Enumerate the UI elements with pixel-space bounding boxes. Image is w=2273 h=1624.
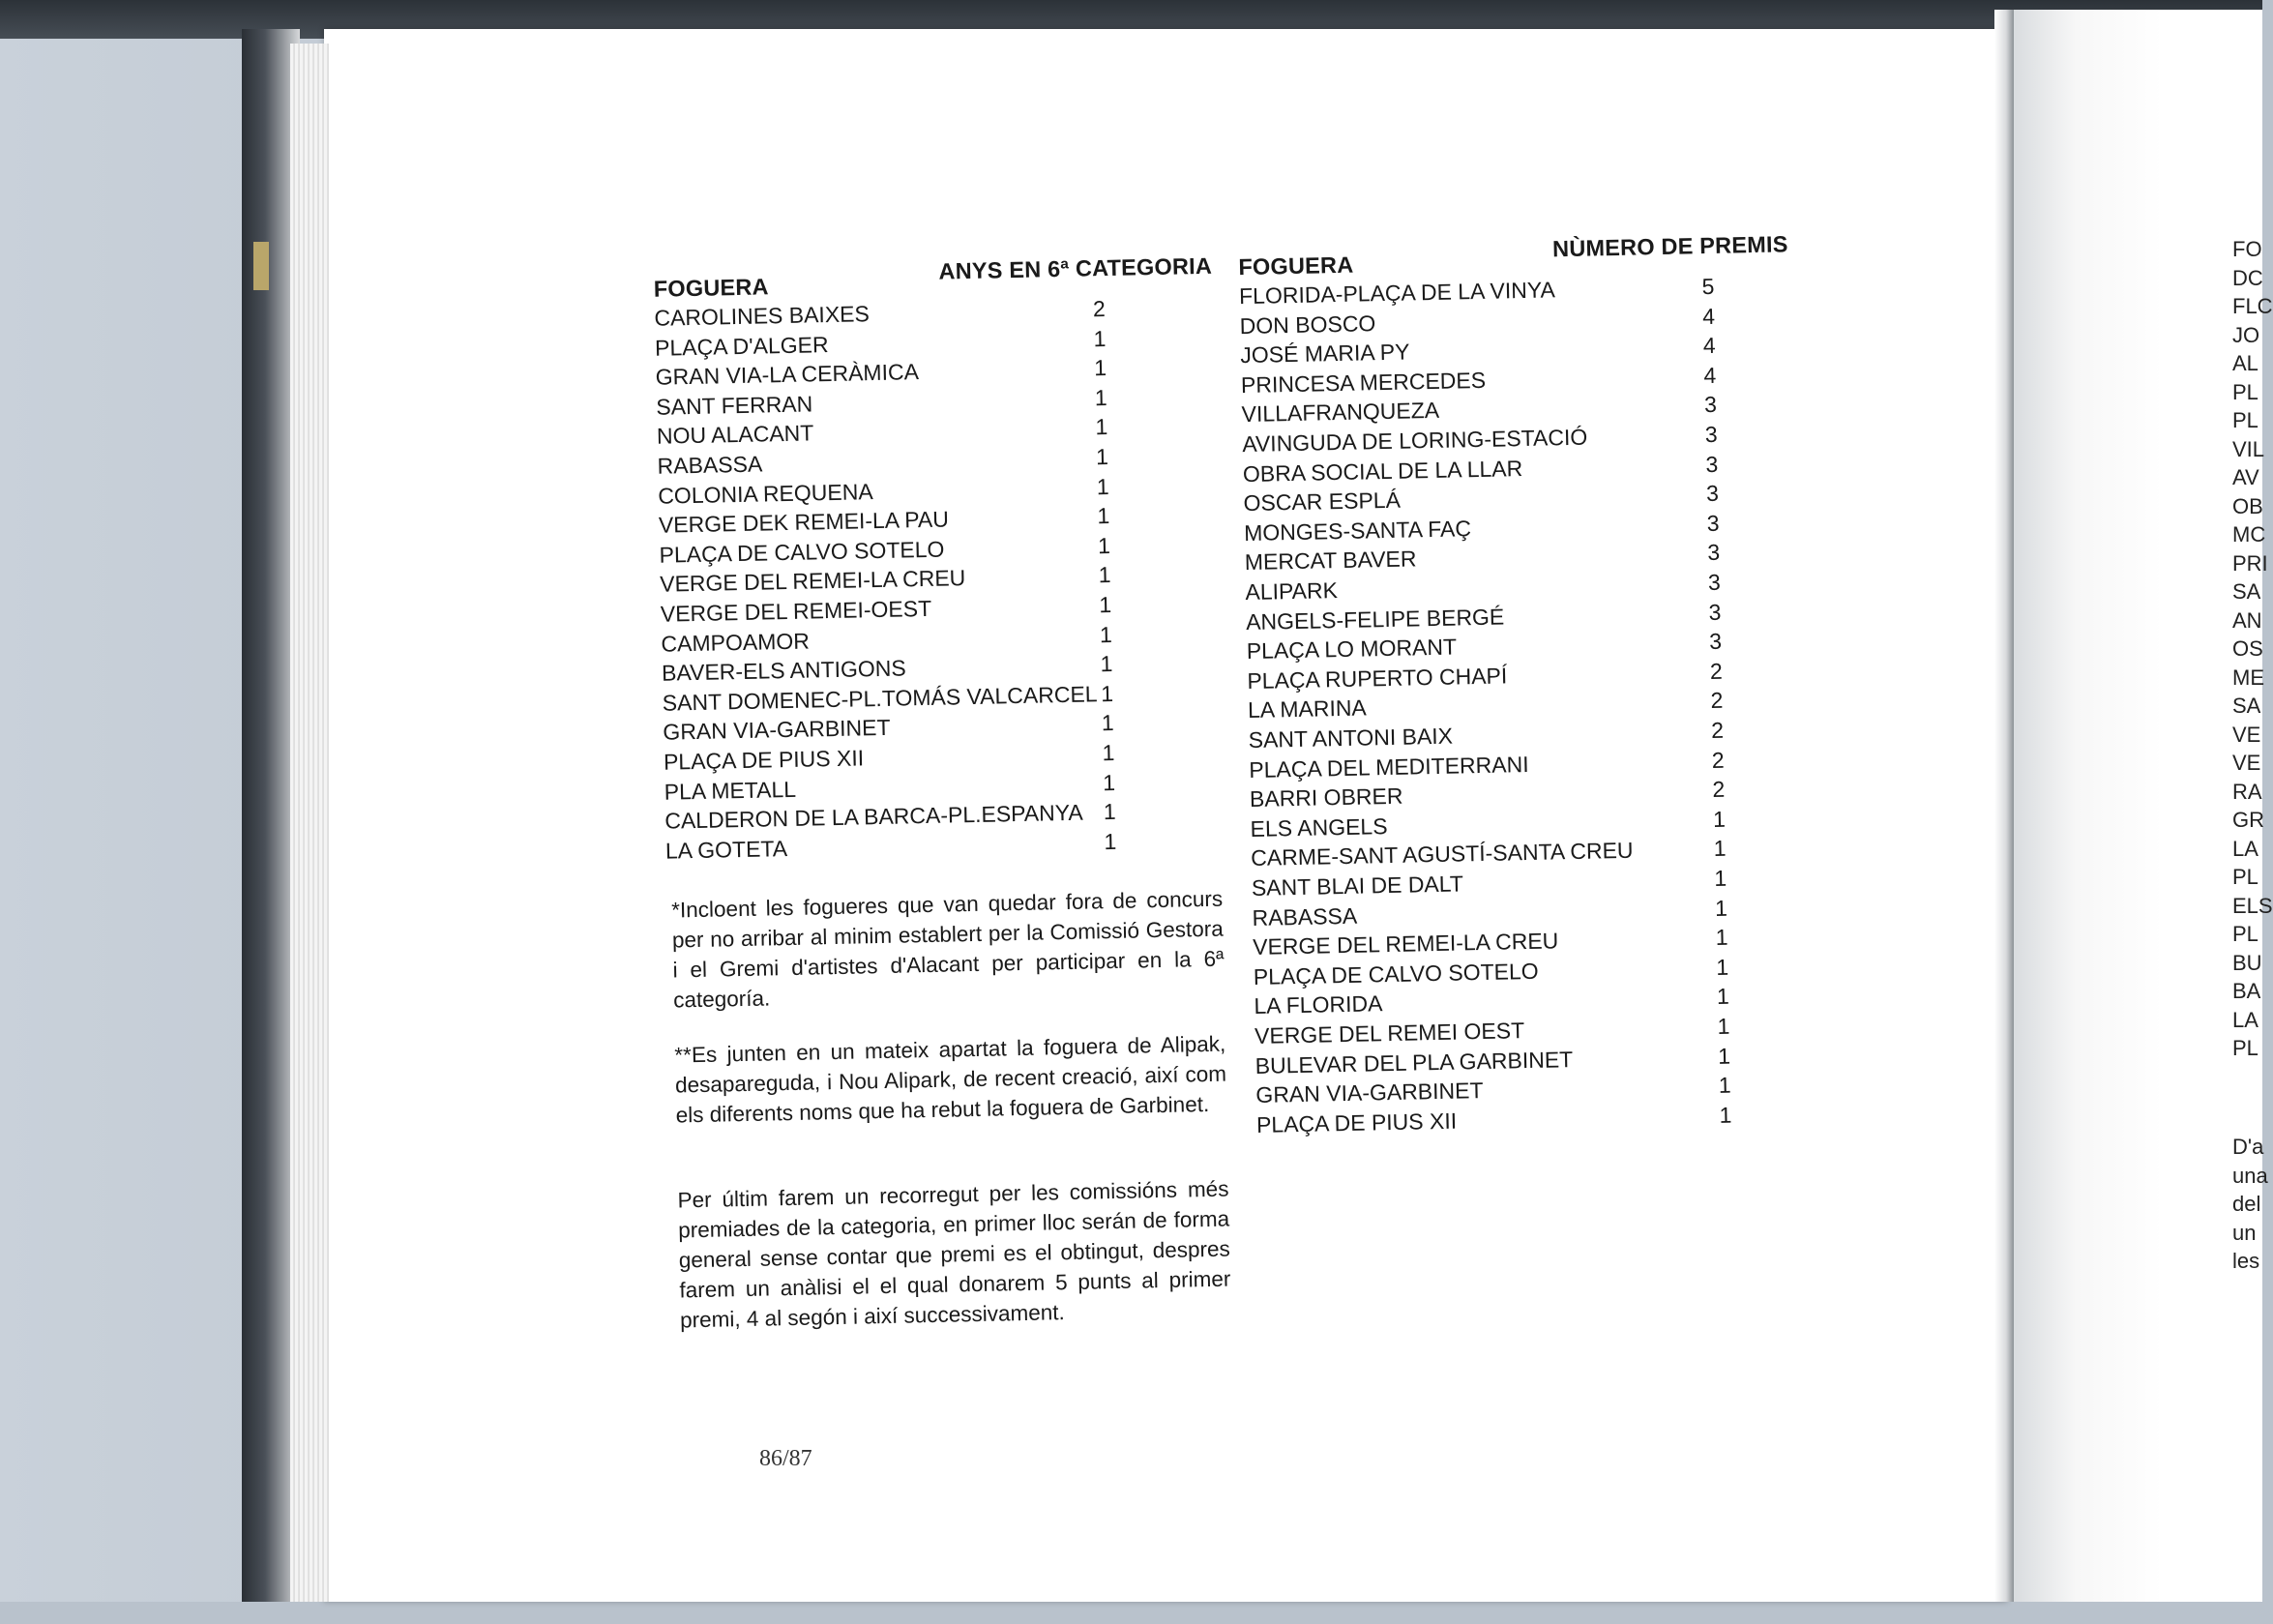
right-table-row-name: VERGE DEL REMEI OEST bbox=[1254, 1018, 1525, 1048]
right-table-row-name: OSCAR ESPLÁ bbox=[1243, 487, 1402, 517]
left-table-row-value: 2 bbox=[1092, 296, 1106, 322]
right-table-row-name: VILLAFRANQUEZA bbox=[1241, 398, 1440, 428]
right-table-row-name: CARME-SANT AGUSTÍ-SANTA CREU bbox=[1250, 838, 1634, 871]
right-table-row-name: VERGE DEL REMEI-LA CREU bbox=[1252, 928, 1559, 960]
left-table-row-name: GRAN VIA-LA CERÀMICA bbox=[655, 359, 920, 390]
right-table-row-name: ANGELS-FELIPE BERGÉ bbox=[1245, 604, 1505, 635]
left-table-row-value: 1 bbox=[1099, 591, 1112, 618]
left-table-row-value: 1 bbox=[1093, 355, 1107, 381]
right-table-row-value: 1 bbox=[1717, 1013, 1730, 1039]
bookmark-ribbon bbox=[253, 242, 269, 290]
right-table-row-value: 5 bbox=[1701, 273, 1715, 300]
left-table-header-years: ANYS EN 6ª CATEGORIA bbox=[938, 252, 1213, 284]
next-page-fragment: PL bbox=[2232, 922, 2258, 946]
right-table-row-value: 2 bbox=[1712, 776, 1726, 803]
next-page-fragment: una bbox=[2232, 1163, 2268, 1188]
next-page-fragment: SA bbox=[2232, 694, 2261, 718]
next-page-fragment: FO bbox=[2232, 237, 2262, 261]
next-page-fragment: VE bbox=[2232, 751, 2261, 775]
right-table-row-name: PLAÇA DE PIUS XII bbox=[1255, 1107, 1458, 1137]
left-table-row-value: 1 bbox=[1097, 503, 1110, 529]
left-table-row-name: VERGE DEL REMEI-LA CREU bbox=[659, 565, 966, 598]
right-table-row-name: SANT ANTONI BAIX bbox=[1248, 723, 1454, 753]
next-page-fragment: PRI bbox=[2232, 550, 2268, 576]
next-page-fragment: MC bbox=[2232, 522, 2266, 546]
right-table-row-value: 1 bbox=[1716, 984, 1730, 1010]
left-table-row-name: PLA METALL bbox=[664, 776, 797, 805]
right-table-row-value: 3 bbox=[1708, 628, 1723, 655]
next-page-fragment: AL bbox=[2232, 351, 2258, 375]
right-table-header-prizes: NÙMERO DE PREMIS bbox=[1551, 231, 1788, 262]
right-table-row-value: 1 bbox=[1714, 865, 1727, 891]
right-table bbox=[1238, 231, 1857, 1173]
right-table-row-value: 3 bbox=[1707, 569, 1722, 596]
next-page-fragment: PL bbox=[2232, 379, 2258, 404]
right-table-row-name: SANT BLAI DE DALT bbox=[1251, 871, 1464, 901]
next-page-fragment: BU bbox=[2232, 950, 2262, 975]
right-table-row-name: PLAÇA DE CALVO SOTELO bbox=[1253, 958, 1539, 989]
next-page-fragment: AN bbox=[2232, 607, 2262, 633]
left-table-row-value: 1 bbox=[1095, 444, 1109, 470]
left-table-row-name: NOU ALACANT bbox=[656, 420, 814, 450]
left-table-row-value: 1 bbox=[1094, 384, 1107, 411]
right-table-row-name: ALIPARK bbox=[1245, 577, 1339, 605]
next-page-fragment: les bbox=[2232, 1249, 2260, 1273]
right-table-row-name: LA FLORIDA bbox=[1254, 990, 1383, 1019]
next-page-fragment: ELS bbox=[2232, 893, 2273, 918]
right-table-header-foguera: FOGUERA bbox=[1238, 251, 1354, 281]
left-table-row-value: 1 bbox=[1097, 532, 1111, 559]
right-table-row-name: AVINGUDA DE LORING-ESTACIÓ bbox=[1242, 424, 1588, 458]
right-table-row-value: 2 bbox=[1711, 747, 1725, 773]
next-page bbox=[2014, 10, 2273, 1602]
next-page-fragment: DC bbox=[2232, 265, 2263, 290]
right-table-row-value: 1 bbox=[1718, 1072, 1731, 1099]
next-page-fragment: ME bbox=[2232, 664, 2264, 690]
right-table-row-value: 2 bbox=[1710, 717, 1725, 744]
right-table-row-name: BULEVAR DEL PLA GARBINET bbox=[1255, 1046, 1574, 1078]
page-number: 86/87 bbox=[759, 1446, 812, 1471]
right-table-row-value: 3 bbox=[1708, 599, 1722, 625]
right-table-row-name: DON BOSCO bbox=[1239, 310, 1376, 339]
next-page-fragment: BA bbox=[2232, 979, 2261, 1003]
next-page-fragment: PL bbox=[2232, 1036, 2258, 1060]
left-table-row-name: BAVER-ELS ANTIGONS bbox=[661, 655, 906, 686]
right-table-row-name: PLAÇA RUPERTO CHAPÍ bbox=[1247, 663, 1508, 694]
left-table-row-name: CAMPOAMOR bbox=[661, 628, 811, 657]
right-table-row-name: GRAN VIA-GARBINET bbox=[1255, 1078, 1484, 1108]
next-page-fragment: D'a bbox=[2232, 1135, 2264, 1159]
right-table-row-value: 4 bbox=[1702, 333, 1716, 359]
right-table-row-name: BARRI OBRER bbox=[1249, 782, 1403, 812]
note-per-ultim: Per últim farem un recorregut per les comissións més premiades de la categoria, en primer lloc serán de forma general sense contar que premi es el obtingut, despres farem un anàlisi el el qual donarem 5 punts al primer premi, 4 al segón i així successivament. bbox=[677, 1176, 1231, 1333]
left-table-row-name: CAROLINES BAIXES bbox=[654, 301, 871, 331]
right-table-row-name: ELS ANGELS bbox=[1250, 812, 1388, 842]
next-page-fragment: LA bbox=[2232, 836, 2258, 861]
next-page-fragment: AV bbox=[2232, 465, 2259, 489]
left-table-row-name: PLAÇA DE PIUS XII bbox=[663, 745, 865, 775]
left-table-row-name: COLONIA REQUENA bbox=[658, 478, 873, 509]
right-table-row-value: 2 bbox=[1710, 688, 1724, 714]
left-table-row-value: 1 bbox=[1100, 651, 1113, 677]
right-table-row-value: 3 bbox=[1705, 451, 1719, 477]
left-table-row-value: 1 bbox=[1095, 414, 1108, 440]
left-table-row-value: 1 bbox=[1104, 828, 1117, 854]
next-page-fragment: SA bbox=[2232, 579, 2261, 604]
left-table-row-value: 1 bbox=[1093, 325, 1107, 351]
left-table-row-value: 1 bbox=[1103, 799, 1116, 825]
left-page bbox=[324, 29, 2007, 1602]
right-table-row-value: 1 bbox=[1712, 806, 1727, 832]
right-table-row-name: RABASSA bbox=[1252, 902, 1358, 930]
left-table-header-foguera: FOGUERA bbox=[653, 274, 769, 302]
right-table-row-value: 4 bbox=[1701, 303, 1716, 329]
next-page-fragment: JO bbox=[2232, 322, 2260, 347]
left-table-row-name: VERGE DEL REMEI-OEST bbox=[660, 595, 932, 627]
left-table bbox=[653, 252, 1247, 904]
right-table-row-value: 3 bbox=[1705, 480, 1720, 507]
right-table-row-value: 1 bbox=[1715, 924, 1728, 951]
right-table-row-value: 3 bbox=[1703, 392, 1718, 418]
right-table-row-value: 1 bbox=[1717, 1043, 1731, 1069]
page-content bbox=[310, 16, 2026, 1624]
left-table-row-value: 1 bbox=[1098, 562, 1111, 588]
right-table-row-name: MERCAT BAVER bbox=[1244, 546, 1417, 576]
right-table-row-name: JOSÉ MARIA PY bbox=[1240, 339, 1410, 369]
left-table-row-value: 1 bbox=[1099, 621, 1113, 647]
next-page-fragment: PL bbox=[2232, 408, 2258, 432]
right-table-row-name: MONGES-SANTA FAÇ bbox=[1243, 515, 1472, 546]
left-table-row-name: GRAN VIA-GARBINET bbox=[663, 715, 891, 746]
right-table-row-name: LA MARINA bbox=[1247, 694, 1368, 723]
next-page-fragment: OB bbox=[2232, 493, 2263, 518]
right-table-row-value: 1 bbox=[1716, 954, 1729, 980]
note-es-junten: **Es junten en un mateix apartat la foguera de Alipak, desapareguda, i Nou Alipark, de recent creació, així com els diferents noms que ha rebut la foguera de Garbinet. bbox=[674, 1031, 1227, 1128]
left-table-row-value: 1 bbox=[1101, 710, 1114, 736]
left-table-row-value: 1 bbox=[1096, 473, 1109, 499]
next-page-fragment: un bbox=[2232, 1220, 2257, 1245]
left-table-row-value: 1 bbox=[1102, 769, 1116, 795]
left-table-row-name: PLAÇA DE CALVO SOTELO bbox=[659, 536, 945, 568]
next-page-fragment: FLC bbox=[2232, 294, 2273, 318]
left-table-row-name: CALDERON DE LA BARCA-PL.ESPANYA bbox=[664, 799, 1083, 834]
left-table-row-name: PLAÇA D'ALGER bbox=[654, 331, 829, 361]
right-table-row-value: 3 bbox=[1707, 540, 1721, 566]
right-table-row-name: OBRA SOCIAL DE LA LLAR bbox=[1242, 455, 1523, 487]
left-table-row-name: LA GOTETA bbox=[664, 835, 788, 864]
next-page-fragment: VE bbox=[2232, 722, 2261, 747]
right-table-row-value: 1 bbox=[1713, 836, 1727, 862]
right-table-row-name: FLORIDA-PLAÇA DE LA VINYA bbox=[1238, 277, 1556, 310]
right-table-row-value: 4 bbox=[1703, 362, 1717, 388]
left-table-row-name: VERGE DEK REMEI-LA PAU bbox=[658, 506, 950, 538]
left-table-row-name: SANT FERRAN bbox=[656, 391, 813, 420]
right-table-row-value: 1 bbox=[1714, 895, 1728, 921]
right-table-row-value: 1 bbox=[1719, 1102, 1732, 1128]
next-page-fragment: RA bbox=[2232, 779, 2262, 804]
right-table-row-name: PLAÇA DEL MEDITERRANI bbox=[1249, 751, 1529, 782]
left-table-row-value: 1 bbox=[1102, 739, 1115, 766]
note-incloent: *Incloent les fogueres que van quedar fora de concurs per no arribar al minim establert per la Comissió Gestora i el Gremi d'artistes d'Alacant per participar en la 6ª categoría. bbox=[670, 886, 1225, 1013]
next-page-fragment: del bbox=[2232, 1192, 2261, 1216]
next-page-fragment: LA bbox=[2232, 1007, 2258, 1032]
next-page-fragment: VIL bbox=[2232, 436, 2265, 461]
left-table-row-name: SANT DOMENEC-PL.TOMÁS VALCARCEL bbox=[662, 681, 1098, 716]
right-table-row-value: 3 bbox=[1704, 421, 1718, 448]
right-table-row-name: PLAÇA LO MORANT bbox=[1246, 634, 1458, 664]
right-table-row-value: 3 bbox=[1706, 510, 1720, 536]
left-table-row-value: 1 bbox=[1100, 680, 1114, 707]
next-page-fragment: PL bbox=[2232, 865, 2258, 889]
next-page-fragment: OS bbox=[2232, 636, 2263, 661]
right-table-row-name: PRINCESA MERCEDES bbox=[1240, 367, 1487, 398]
left-table-row-name: RABASSA bbox=[657, 451, 763, 479]
right-table-row-value: 2 bbox=[1709, 658, 1723, 684]
page-gutter bbox=[1994, 10, 2014, 1602]
next-page-fragment: GR bbox=[2232, 808, 2264, 832]
